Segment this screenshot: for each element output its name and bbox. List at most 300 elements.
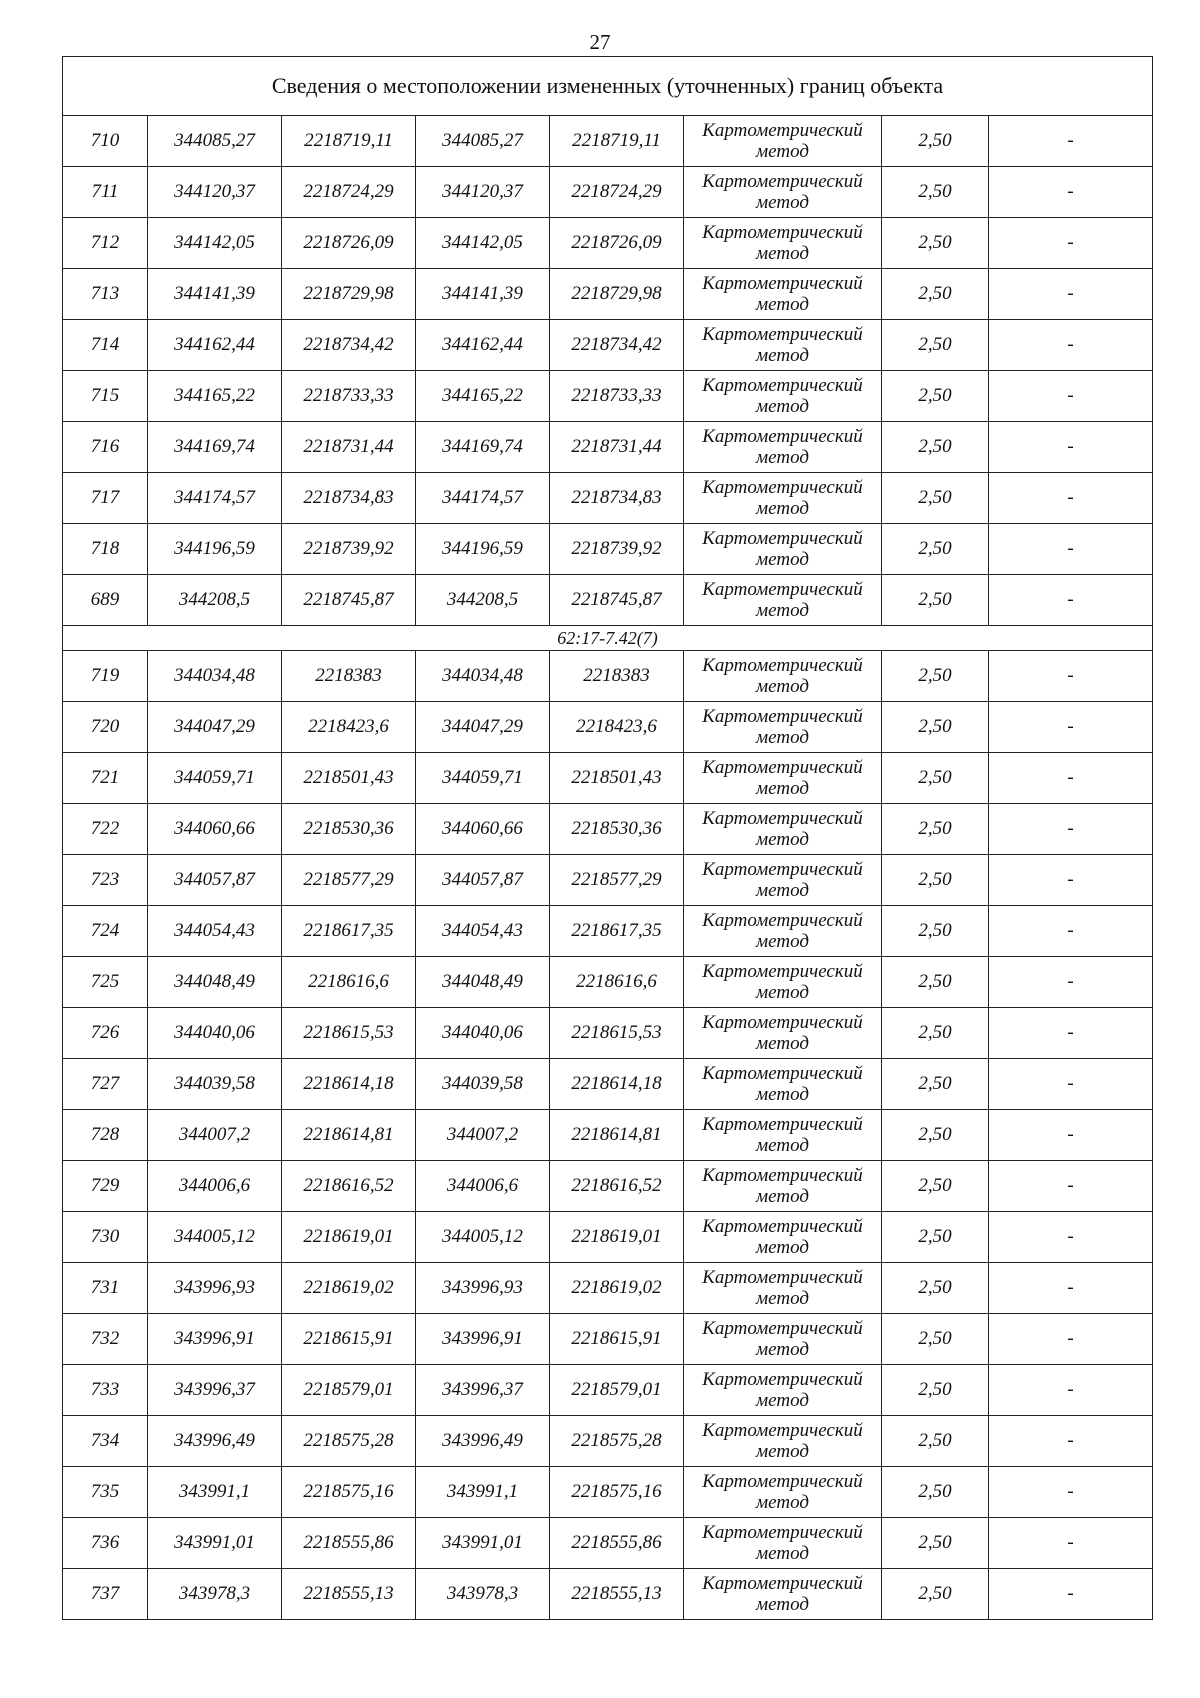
refined-y-cell: 2218614,18 <box>550 1059 684 1110</box>
point-number-cell: 714 <box>63 320 148 371</box>
refined-y-cell: 2218614,81 <box>550 1110 684 1161</box>
accuracy-cell: 2,50 <box>882 855 989 906</box>
table-row <box>63 651 1153 702</box>
note-cell: - <box>989 1416 1153 1467</box>
refined-y-cell: 2218575,28 <box>550 1416 684 1467</box>
existing-x-cell: 344060,66 <box>148 804 282 855</box>
existing-x-cell: 344006,6 <box>148 1161 282 1212</box>
refined-x-cell: 344006,6 <box>416 1161 550 1212</box>
note-cell: - <box>989 1008 1153 1059</box>
method-line-2: метод <box>756 1288 809 1309</box>
table-row <box>63 1518 1153 1569</box>
refined-y-cell: 2218579,01 <box>550 1365 684 1416</box>
table-row <box>63 1263 1153 1314</box>
table-row <box>63 575 1153 626</box>
point-number-cell: 728 <box>63 1110 148 1161</box>
method-line-2: метод <box>756 880 809 901</box>
point-number-cell: 734 <box>63 1416 148 1467</box>
method-line-1: Картометрический <box>702 859 863 880</box>
existing-x-cell: 344196,59 <box>148 524 282 575</box>
accuracy-cell: 2,50 <box>882 1110 989 1161</box>
refined-y-cell: 2218530,36 <box>550 804 684 855</box>
existing-y-cell: 2218614,18 <box>282 1059 416 1110</box>
method-line-1: Картометрический <box>702 1420 863 1441</box>
method-cell <box>684 702 882 753</box>
method-line-1: Картометрический <box>702 655 863 676</box>
method-line-2: метод <box>756 243 809 264</box>
note-cell: - <box>989 906 1153 957</box>
point-number-cell: 731 <box>63 1263 148 1314</box>
method-line-2: метод <box>756 345 809 366</box>
point-number-cell: 715 <box>63 371 148 422</box>
existing-y-cell: 2218739,92 <box>282 524 416 575</box>
table-row <box>63 1569 1153 1620</box>
point-number-cell: 719 <box>63 651 148 702</box>
refined-x-cell: 344040,06 <box>416 1008 550 1059</box>
method-line-2: метод <box>756 1186 809 1207</box>
method-cell <box>684 575 882 626</box>
existing-x-cell: 344048,49 <box>148 957 282 1008</box>
accuracy-cell: 2,50 <box>882 116 989 167</box>
existing-y-cell: 2218501,43 <box>282 753 416 804</box>
accuracy-cell: 2,50 <box>882 524 989 575</box>
method-line-1: Картометрический <box>702 273 863 294</box>
point-number-cell: 722 <box>63 804 148 855</box>
existing-y-cell: 2218615,53 <box>282 1008 416 1059</box>
method-line-2: метод <box>756 1594 809 1615</box>
table-row <box>63 116 1153 167</box>
refined-x-cell: 344165,22 <box>416 371 550 422</box>
method-line-2: метод <box>756 727 809 748</box>
existing-y-cell: 2218423,6 <box>282 702 416 753</box>
existing-x-cell: 344141,39 <box>148 269 282 320</box>
existing-y-cell: 2218577,29 <box>282 855 416 906</box>
refined-y-cell: 2218616,52 <box>550 1161 684 1212</box>
existing-x-cell: 344034,48 <box>148 651 282 702</box>
method-line-2: метод <box>756 1543 809 1564</box>
existing-x-cell: 343996,93 <box>148 1263 282 1314</box>
existing-y-cell: 2218575,16 <box>282 1467 416 1518</box>
method-cell <box>684 1263 882 1314</box>
existing-x-cell: 344057,87 <box>148 855 282 906</box>
table-row <box>63 1212 1153 1263</box>
method-cell <box>684 1059 882 1110</box>
accuracy-cell: 2,50 <box>882 218 989 269</box>
refined-x-cell: 344162,44 <box>416 320 550 371</box>
method-cell <box>684 320 882 371</box>
method-line-2: метод <box>756 192 809 213</box>
refined-y-cell: 2218617,35 <box>550 906 684 957</box>
method-line-2: метод <box>756 600 809 621</box>
note-cell: - <box>989 1467 1153 1518</box>
note-cell: - <box>989 702 1153 753</box>
method-cell <box>684 1008 882 1059</box>
refined-x-cell: 344057,87 <box>416 855 550 906</box>
refined-y-cell: 2218734,83 <box>550 473 684 524</box>
accuracy-cell: 2,50 <box>882 1518 989 1569</box>
method-cell <box>684 269 882 320</box>
refined-y-cell: 2218423,6 <box>550 702 684 753</box>
method-cell <box>684 218 882 269</box>
refined-x-cell: 344047,29 <box>416 702 550 753</box>
refined-x-cell: 343991,1 <box>416 1467 550 1518</box>
method-line-2: метод <box>756 1033 809 1054</box>
existing-y-cell: 2218729,98 <box>282 269 416 320</box>
method-cell <box>684 1314 882 1365</box>
existing-x-cell: 344169,74 <box>148 422 282 473</box>
method-line-1: Картометрический <box>702 1369 863 1390</box>
method-line-2: метод <box>756 1135 809 1156</box>
method-line-1: Картометрический <box>702 528 863 549</box>
table-row <box>63 269 1153 320</box>
table-row <box>63 167 1153 218</box>
refined-x-cell: 344005,12 <box>416 1212 550 1263</box>
existing-x-cell: 343991,1 <box>148 1467 282 1518</box>
accuracy-cell: 2,50 <box>882 1569 989 1620</box>
method-cell <box>684 651 882 702</box>
method-cell <box>684 1365 882 1416</box>
refined-x-cell: 343996,93 <box>416 1263 550 1314</box>
method-line-2: метод <box>756 676 809 697</box>
table-row <box>63 702 1153 753</box>
method-line-1: Картометрический <box>702 1471 863 1492</box>
refined-y-cell: 2218729,98 <box>550 269 684 320</box>
point-number-cell: 717 <box>63 473 148 524</box>
table-row <box>63 422 1153 473</box>
note-cell: - <box>989 1365 1153 1416</box>
existing-x-cell: 344165,22 <box>148 371 282 422</box>
table-row <box>63 804 1153 855</box>
table-row <box>63 1059 1153 1110</box>
refined-x-cell: 344141,39 <box>416 269 550 320</box>
note-cell: - <box>989 855 1153 906</box>
existing-y-cell: 2218617,35 <box>282 906 416 957</box>
point-number-cell: 736 <box>63 1518 148 1569</box>
method-cell <box>684 473 882 524</box>
section-header-row <box>63 626 1153 651</box>
refined-x-cell: 344142,05 <box>416 218 550 269</box>
existing-y-cell: 2218619,01 <box>282 1212 416 1263</box>
method-line-1: Картометрический <box>702 171 863 192</box>
refined-x-cell: 344034,48 <box>416 651 550 702</box>
note-cell: - <box>989 1212 1153 1263</box>
existing-y-cell: 2218616,6 <box>282 957 416 1008</box>
refined-x-cell: 344060,66 <box>416 804 550 855</box>
existing-x-cell: 343996,91 <box>148 1314 282 1365</box>
method-line-2: метод <box>756 1339 809 1360</box>
refined-y-cell: 2218383 <box>550 651 684 702</box>
existing-x-cell: 343996,49 <box>148 1416 282 1467</box>
method-line-1: Картометрический <box>702 1318 863 1339</box>
method-cell <box>684 1416 882 1467</box>
existing-y-cell: 2218726,09 <box>282 218 416 269</box>
method-line-1: Картометрический <box>702 706 863 727</box>
point-number-cell: 725 <box>63 957 148 1008</box>
accuracy-cell: 2,50 <box>882 651 989 702</box>
existing-x-cell: 344208,5 <box>148 575 282 626</box>
point-number-cell: 735 <box>63 1467 148 1518</box>
method-cell <box>684 855 882 906</box>
existing-y-cell: 2218734,83 <box>282 473 416 524</box>
method-line-1: Картометрический <box>702 222 863 243</box>
accuracy-cell: 2,50 <box>882 804 989 855</box>
existing-y-cell: 2218724,29 <box>282 167 416 218</box>
refined-y-cell: 2218555,86 <box>550 1518 684 1569</box>
refined-y-cell: 2218733,33 <box>550 371 684 422</box>
note-cell: - <box>989 804 1153 855</box>
accuracy-cell: 2,50 <box>882 1161 989 1212</box>
refined-x-cell: 344120,37 <box>416 167 550 218</box>
existing-x-cell: 344040,06 <box>148 1008 282 1059</box>
note-cell: - <box>989 1110 1153 1161</box>
point-number-cell: 729 <box>63 1161 148 1212</box>
existing-y-cell: 2218383 <box>282 651 416 702</box>
accuracy-cell: 2,50 <box>882 473 989 524</box>
table-row <box>63 1416 1153 1467</box>
method-line-1: Картометрический <box>702 1522 863 1543</box>
method-line-2: метод <box>756 1492 809 1513</box>
note-cell: - <box>989 1161 1153 1212</box>
method-line-1: Картометрический <box>702 120 863 141</box>
note-cell: - <box>989 1569 1153 1620</box>
table-row <box>63 906 1153 957</box>
point-number-cell: 711 <box>63 167 148 218</box>
accuracy-cell: 2,50 <box>882 1263 989 1314</box>
note-cell: - <box>989 524 1153 575</box>
method-line-1: Картометрический <box>702 757 863 778</box>
note-cell: - <box>989 753 1153 804</box>
method-line-1: Картометрический <box>702 1267 863 1288</box>
point-number-cell: 713 <box>63 269 148 320</box>
refined-x-cell: 344169,74 <box>416 422 550 473</box>
point-number-cell: 710 <box>63 116 148 167</box>
method-cell <box>684 1467 882 1518</box>
point-number-cell: 726 <box>63 1008 148 1059</box>
accuracy-cell: 2,50 <box>882 269 989 320</box>
note-cell: - <box>989 1314 1153 1365</box>
table-title: Сведения о местоположении измененных (уточненных) границ объекта <box>63 57 1153 116</box>
point-number-cell: 730 <box>63 1212 148 1263</box>
existing-x-cell: 344059,71 <box>148 753 282 804</box>
method-line-1: Картометрический <box>702 375 863 396</box>
existing-y-cell: 2218616,52 <box>282 1161 416 1212</box>
existing-x-cell: 343978,3 <box>148 1569 282 1620</box>
accuracy-cell: 2,50 <box>882 320 989 371</box>
refined-y-cell: 2218615,53 <box>550 1008 684 1059</box>
method-line-2: метод <box>756 1084 809 1105</box>
method-cell <box>684 753 882 804</box>
refined-y-cell: 2218555,13 <box>550 1569 684 1620</box>
existing-x-cell: 344047,29 <box>148 702 282 753</box>
note-cell: - <box>989 1059 1153 1110</box>
existing-y-cell: 2218575,28 <box>282 1416 416 1467</box>
method-line-1: Картометрический <box>702 324 863 345</box>
method-cell <box>684 524 882 575</box>
refined-y-cell: 2218726,09 <box>550 218 684 269</box>
method-line-2: метод <box>756 294 809 315</box>
table-row <box>63 753 1153 804</box>
point-number-cell: 716 <box>63 422 148 473</box>
accuracy-cell: 2,50 <box>882 906 989 957</box>
method-cell <box>684 1518 882 1569</box>
method-line-1: Картометрический <box>702 426 863 447</box>
method-line-1: Картометрический <box>702 1114 863 1135</box>
method-line-1: Картометрический <box>702 808 863 829</box>
refined-y-cell: 2218724,29 <box>550 167 684 218</box>
existing-y-cell: 2218530,36 <box>282 804 416 855</box>
refined-y-cell: 2218577,29 <box>550 855 684 906</box>
refined-y-cell: 2218619,02 <box>550 1263 684 1314</box>
section-label: 62:17-7.42(7) <box>63 626 1153 651</box>
accuracy-cell: 2,50 <box>882 1416 989 1467</box>
existing-y-cell: 2218555,86 <box>282 1518 416 1569</box>
table-row <box>63 1365 1153 1416</box>
refined-y-cell: 2218719,11 <box>550 116 684 167</box>
point-number-cell: 727 <box>63 1059 148 1110</box>
note-cell: - <box>989 1518 1153 1569</box>
method-line-2: метод <box>756 447 809 468</box>
existing-y-cell: 2218614,81 <box>282 1110 416 1161</box>
existing-y-cell: 2218731,44 <box>282 422 416 473</box>
accuracy-cell: 2,50 <box>882 1467 989 1518</box>
note-cell: - <box>989 371 1153 422</box>
existing-x-cell: 344142,05 <box>148 218 282 269</box>
method-line-1: Картометрический <box>702 961 863 982</box>
accuracy-cell: 2,50 <box>882 702 989 753</box>
note-cell: - <box>989 957 1153 1008</box>
accuracy-cell: 2,50 <box>882 1365 989 1416</box>
accuracy-cell: 2,50 <box>882 167 989 218</box>
method-line-2: метод <box>756 1237 809 1258</box>
point-number-cell: 720 <box>63 702 148 753</box>
table-row <box>63 320 1153 371</box>
existing-y-cell: 2218719,11 <box>282 116 416 167</box>
table-row <box>63 371 1153 422</box>
coordinates-table <box>62 56 1153 1620</box>
point-number-cell: 712 <box>63 218 148 269</box>
accuracy-cell: 2,50 <box>882 957 989 1008</box>
method-line-2: метод <box>756 1441 809 1462</box>
refined-y-cell: 2218739,92 <box>550 524 684 575</box>
refined-y-cell: 2218575,16 <box>550 1467 684 1518</box>
note-cell: - <box>989 116 1153 167</box>
table-row <box>63 1008 1153 1059</box>
method-cell <box>684 422 882 473</box>
method-cell <box>684 906 882 957</box>
refined-x-cell: 343996,37 <box>416 1365 550 1416</box>
accuracy-cell: 2,50 <box>882 1008 989 1059</box>
method-cell <box>684 167 882 218</box>
refined-y-cell: 2218616,6 <box>550 957 684 1008</box>
existing-x-cell: 344174,57 <box>148 473 282 524</box>
point-number-cell: 689 <box>63 575 148 626</box>
page-number: 27 <box>589 30 611 54</box>
existing-y-cell: 2218733,33 <box>282 371 416 422</box>
accuracy-cell: 2,50 <box>882 1059 989 1110</box>
method-line-1: Картометрический <box>702 1216 863 1237</box>
existing-x-cell: 344007,2 <box>148 1110 282 1161</box>
note-cell: - <box>989 269 1153 320</box>
refined-x-cell: 344059,71 <box>416 753 550 804</box>
existing-y-cell: 2218745,87 <box>282 575 416 626</box>
existing-x-cell: 344085,27 <box>148 116 282 167</box>
refined-x-cell: 344007,2 <box>416 1110 550 1161</box>
refined-x-cell: 343978,3 <box>416 1569 550 1620</box>
table-row <box>63 957 1153 1008</box>
refined-x-cell: 343996,91 <box>416 1314 550 1365</box>
method-line-2: метод <box>756 829 809 850</box>
accuracy-cell: 2,50 <box>882 422 989 473</box>
method-cell <box>684 804 882 855</box>
existing-y-cell: 2218734,42 <box>282 320 416 371</box>
method-line-1: Картометрический <box>702 1573 863 1594</box>
existing-x-cell: 344054,43 <box>148 906 282 957</box>
table-row <box>63 1314 1153 1365</box>
point-number-cell: 718 <box>63 524 148 575</box>
refined-y-cell: 2218731,44 <box>550 422 684 473</box>
note-cell: - <box>989 167 1153 218</box>
refined-x-cell: 343996,49 <box>416 1416 550 1467</box>
existing-x-cell: 344005,12 <box>148 1212 282 1263</box>
point-number-cell: 724 <box>63 906 148 957</box>
method-line-2: метод <box>756 498 809 519</box>
refined-y-cell: 2218615,91 <box>550 1314 684 1365</box>
existing-x-cell: 343991,01 <box>148 1518 282 1569</box>
method-line-2: метод <box>756 982 809 1003</box>
table-row <box>63 218 1153 269</box>
method-line-1: Картометрический <box>702 477 863 498</box>
method-line-2: метод <box>756 396 809 417</box>
method-line-1: Картометрический <box>702 1165 863 1186</box>
accuracy-cell: 2,50 <box>882 371 989 422</box>
point-number-cell: 733 <box>63 1365 148 1416</box>
refined-x-cell: 344208,5 <box>416 575 550 626</box>
existing-x-cell: 344162,44 <box>148 320 282 371</box>
refined-x-cell: 344039,58 <box>416 1059 550 1110</box>
table-row <box>63 1161 1153 1212</box>
table-row <box>63 1467 1153 1518</box>
method-cell <box>684 1110 882 1161</box>
method-cell <box>684 371 882 422</box>
table-title-row <box>63 57 1153 116</box>
method-cell <box>684 1212 882 1263</box>
refined-y-cell: 2218734,42 <box>550 320 684 371</box>
existing-y-cell: 2218619,02 <box>282 1263 416 1314</box>
existing-y-cell: 2218555,13 <box>282 1569 416 1620</box>
method-line-2: метод <box>756 141 809 162</box>
point-number-cell: 732 <box>63 1314 148 1365</box>
method-line-1: Картометрический <box>702 1012 863 1033</box>
refined-x-cell: 344174,57 <box>416 473 550 524</box>
table-body <box>63 57 1153 1620</box>
note-cell: - <box>989 1263 1153 1314</box>
refined-y-cell: 2218745,87 <box>550 575 684 626</box>
method-line-2: метод <box>756 549 809 570</box>
existing-y-cell: 2218579,01 <box>282 1365 416 1416</box>
refined-y-cell: 2218501,43 <box>550 753 684 804</box>
accuracy-cell: 2,50 <box>882 1212 989 1263</box>
accuracy-cell: 2,50 <box>882 753 989 804</box>
method-cell <box>684 116 882 167</box>
table-row <box>63 855 1153 906</box>
note-cell: - <box>989 320 1153 371</box>
refined-x-cell: 344085,27 <box>416 116 550 167</box>
refined-x-cell: 344054,43 <box>416 906 550 957</box>
accuracy-cell: 2,50 <box>882 575 989 626</box>
method-line-1: Картометрический <box>702 1063 863 1084</box>
existing-x-cell: 344039,58 <box>148 1059 282 1110</box>
refined-x-cell: 344048,49 <box>416 957 550 1008</box>
